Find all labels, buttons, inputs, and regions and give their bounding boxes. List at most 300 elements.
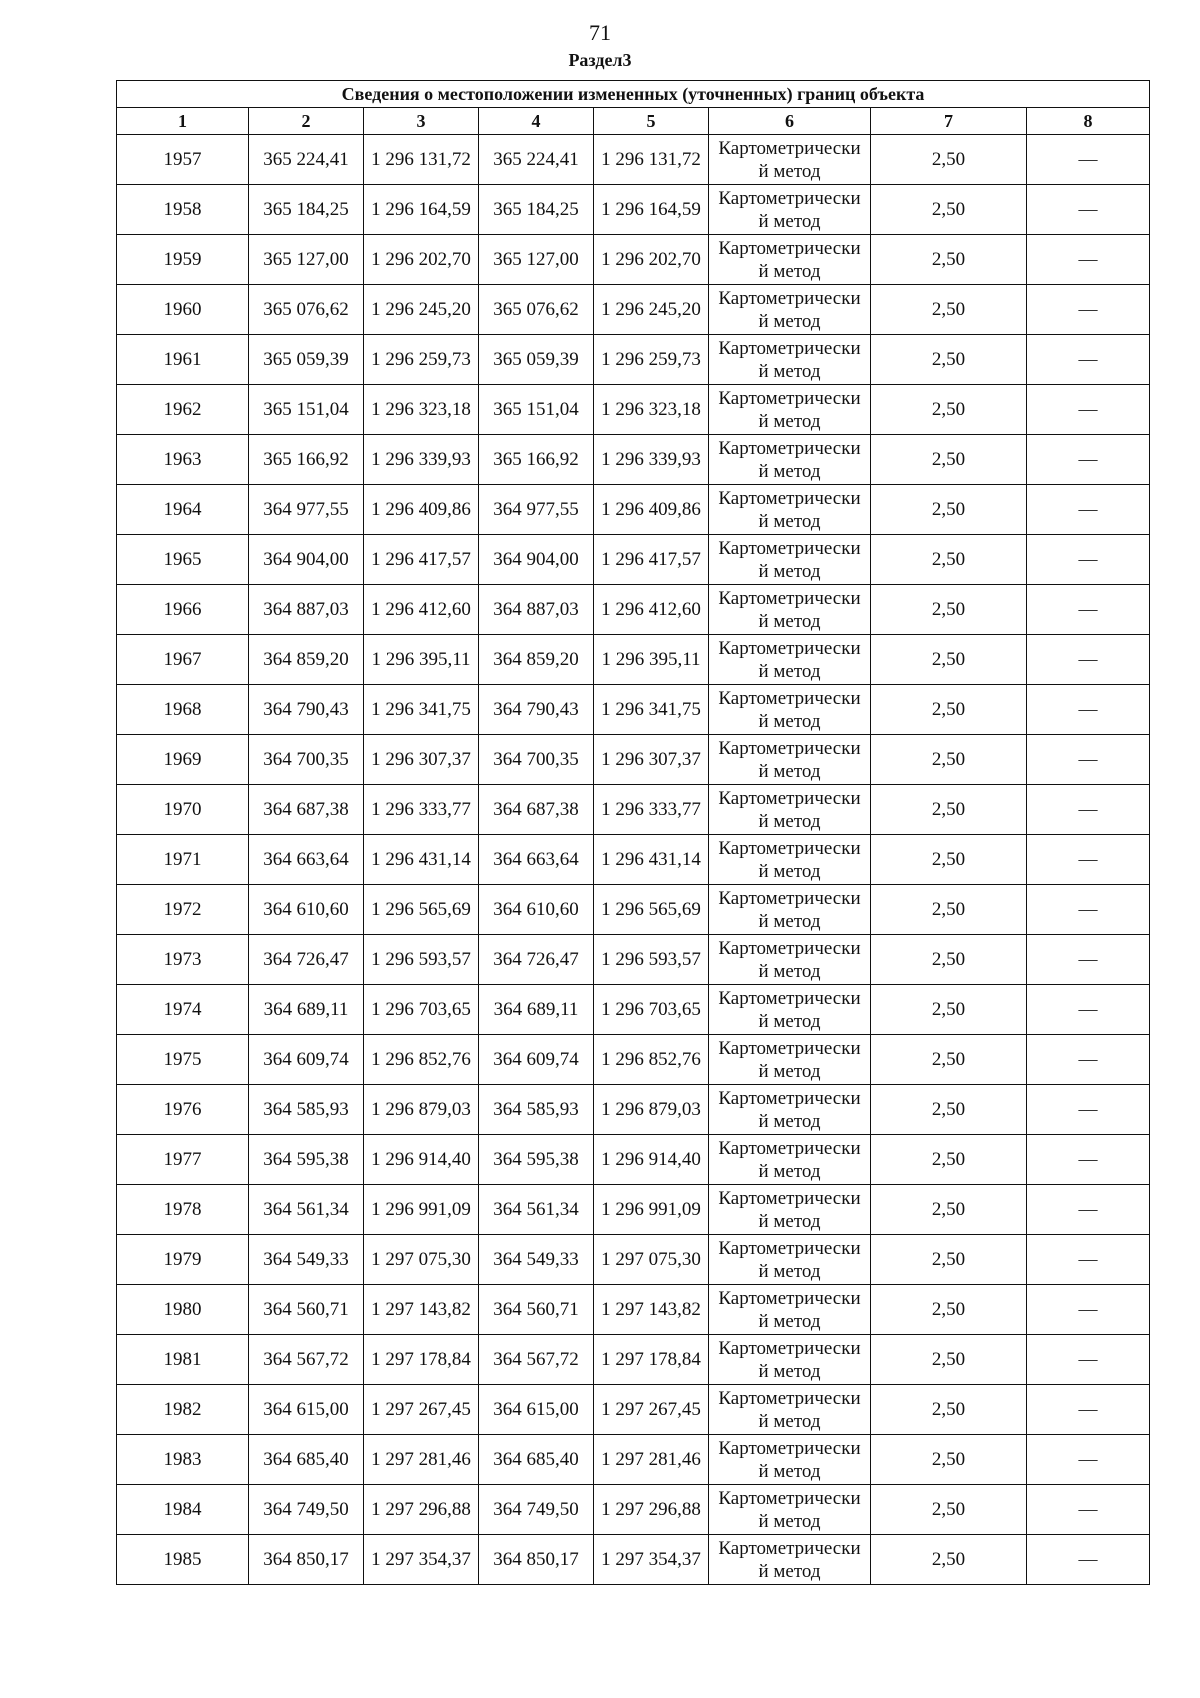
method-line-1: Картометрически	[718, 237, 861, 259]
new-x-cell: 364 595,38	[479, 1135, 594, 1185]
method-line-2: й метод	[758, 210, 821, 232]
new-x-cell: 364 904,00	[479, 535, 594, 585]
table-row	[117, 135, 1150, 185]
existing-y-cell: 1 296 202,70	[364, 235, 479, 285]
new-y-cell: 1 296 245,20	[594, 285, 709, 335]
table-row	[117, 785, 1150, 835]
table-row	[117, 1085, 1150, 1135]
method-line-1: Картометрически	[718, 987, 861, 1009]
method-line-1: Картометрически	[718, 187, 861, 209]
new-y-cell: 1 297 178,84	[594, 1335, 709, 1385]
accuracy-cell: 2,50	[871, 635, 1027, 685]
method-line-2: й метод	[758, 960, 821, 982]
point-number-cell: 1968	[117, 685, 249, 735]
existing-y-cell: 1 296 164,59	[364, 185, 479, 235]
new-y-cell: 1 296 395,11	[594, 635, 709, 685]
method-cell	[709, 285, 871, 335]
method-line-1: Картометрически	[718, 737, 861, 759]
accuracy-cell: 2,50	[871, 1435, 1027, 1485]
existing-x-cell: 365 184,25	[249, 185, 364, 235]
table-row	[117, 935, 1150, 985]
new-x-cell: 364 726,47	[479, 935, 594, 985]
existing-x-cell: 364 904,00	[249, 535, 364, 585]
accuracy-cell: 2,50	[871, 835, 1027, 885]
note-cell: —	[1027, 685, 1150, 735]
point-number-cell: 1974	[117, 985, 249, 1035]
table-row	[117, 335, 1150, 385]
new-x-cell: 364 859,20	[479, 635, 594, 685]
table-row	[117, 235, 1150, 285]
method-line-1: Картометрически	[718, 1137, 861, 1159]
method-line-2: й метод	[758, 1060, 821, 1082]
existing-y-cell: 1 296 339,93	[364, 435, 479, 485]
note-cell: —	[1027, 235, 1150, 285]
existing-x-cell: 364 850,17	[249, 1535, 364, 1585]
method-line-2: й метод	[758, 610, 821, 632]
new-y-cell: 1 296 339,93	[594, 435, 709, 485]
new-x-cell: 364 560,71	[479, 1285, 594, 1335]
table-row	[117, 285, 1150, 335]
existing-y-cell: 1 297 178,84	[364, 1335, 479, 1385]
new-x-cell: 365 166,92	[479, 435, 594, 485]
new-y-cell: 1 296 565,69	[594, 885, 709, 935]
method-line-1: Картометрически	[718, 387, 861, 409]
point-number-cell: 1969	[117, 735, 249, 785]
note-cell: —	[1027, 335, 1150, 385]
new-x-cell: 364 585,93	[479, 1085, 594, 1135]
accuracy-cell: 2,50	[871, 985, 1027, 1035]
new-y-cell: 1 296 703,65	[594, 985, 709, 1035]
existing-y-cell: 1 296 914,40	[364, 1135, 479, 1185]
method-cell	[709, 785, 871, 835]
page-number: 71	[589, 20, 611, 45]
new-x-cell: 364 850,17	[479, 1535, 594, 1585]
method-cell	[709, 985, 871, 1035]
existing-y-cell: 1 296 593,57	[364, 935, 479, 985]
table-row	[117, 1435, 1150, 1485]
existing-y-cell: 1 297 075,30	[364, 1235, 479, 1285]
method-line-2: й метод	[758, 160, 821, 182]
existing-y-cell: 1 296 259,73	[364, 335, 479, 385]
method-line-2: й метод	[758, 1310, 821, 1332]
new-x-cell: 365 059,39	[479, 335, 594, 385]
method-line-1: Картометрически	[718, 587, 861, 609]
method-line-1: Картометрически	[718, 1537, 861, 1559]
method-cell	[709, 1185, 871, 1235]
method-line-2: й метод	[758, 1360, 821, 1382]
note-cell: —	[1027, 985, 1150, 1035]
existing-y-cell: 1 296 131,72	[364, 135, 479, 185]
point-number-cell: 1957	[117, 135, 249, 185]
existing-x-cell: 364 685,40	[249, 1435, 364, 1485]
note-cell: —	[1027, 1385, 1150, 1435]
note-cell: —	[1027, 1535, 1150, 1585]
accuracy-cell: 2,50	[871, 1235, 1027, 1285]
existing-y-cell: 1 297 143,82	[364, 1285, 479, 1335]
point-number-cell: 1977	[117, 1135, 249, 1185]
new-y-cell: 1 296 131,72	[594, 135, 709, 185]
note-cell: —	[1027, 1085, 1150, 1135]
existing-x-cell: 364 567,72	[249, 1335, 364, 1385]
method-cell	[709, 135, 871, 185]
point-number-cell: 1973	[117, 935, 249, 985]
new-x-cell: 364 610,60	[479, 885, 594, 935]
accuracy-cell: 2,50	[871, 285, 1027, 335]
existing-y-cell: 1 296 307,37	[364, 735, 479, 785]
method-cell	[709, 1435, 871, 1485]
method-line-2: й метод	[758, 260, 821, 282]
table-row	[117, 1535, 1150, 1585]
method-line-1: Картометрически	[718, 1237, 861, 1259]
note-cell: —	[1027, 735, 1150, 785]
existing-x-cell: 364 749,50	[249, 1485, 364, 1535]
point-number-cell: 1981	[117, 1335, 249, 1385]
new-x-cell: 365 076,62	[479, 285, 594, 335]
existing-y-cell: 1 296 565,69	[364, 885, 479, 935]
new-y-cell: 1 297 281,46	[594, 1435, 709, 1485]
existing-y-cell: 1 296 879,03	[364, 1085, 479, 1135]
method-line-2: й метод	[758, 660, 821, 682]
accuracy-cell: 2,50	[871, 935, 1027, 985]
method-cell	[709, 1235, 871, 1285]
method-line-1: Картометрически	[718, 1387, 861, 1409]
point-number-cell: 1963	[117, 435, 249, 485]
existing-x-cell: 364 887,03	[249, 585, 364, 635]
point-number-cell: 1970	[117, 785, 249, 835]
table-body	[117, 135, 1150, 1585]
method-line-1: Картометрически	[718, 1337, 861, 1359]
method-cell	[709, 685, 871, 735]
method-cell	[709, 1035, 871, 1085]
existing-x-cell: 365 224,41	[249, 135, 364, 185]
existing-x-cell: 364 687,38	[249, 785, 364, 835]
existing-x-cell: 364 610,60	[249, 885, 364, 935]
existing-x-cell: 364 790,43	[249, 685, 364, 735]
new-x-cell: 364 685,40	[479, 1435, 594, 1485]
new-y-cell: 1 296 202,70	[594, 235, 709, 285]
existing-y-cell: 1 296 852,76	[364, 1035, 479, 1085]
new-x-cell: 364 790,43	[479, 685, 594, 735]
point-number-cell: 1979	[117, 1235, 249, 1285]
method-line-2: й метод	[758, 860, 821, 882]
note-cell: —	[1027, 585, 1150, 635]
new-x-cell: 364 549,33	[479, 1235, 594, 1285]
accuracy-cell: 2,50	[871, 1385, 1027, 1435]
method-line-1: Картометрически	[718, 1187, 861, 1209]
existing-y-cell: 1 297 354,37	[364, 1535, 479, 1585]
new-y-cell: 1 297 354,37	[594, 1535, 709, 1585]
method-line-2: й метод	[758, 560, 821, 582]
new-y-cell: 1 296 409,86	[594, 485, 709, 535]
method-cell	[709, 585, 871, 635]
method-line-2: й метод	[758, 510, 821, 532]
note-cell: —	[1027, 1185, 1150, 1235]
accuracy-cell: 2,50	[871, 535, 1027, 585]
column-number-1: 1	[117, 108, 249, 135]
point-number-cell: 1958	[117, 185, 249, 235]
new-y-cell: 1 296 164,59	[594, 185, 709, 235]
existing-x-cell: 364 689,11	[249, 985, 364, 1035]
accuracy-cell: 2,50	[871, 185, 1027, 235]
accuracy-cell: 2,50	[871, 1185, 1027, 1235]
accuracy-cell: 2,50	[871, 485, 1027, 535]
point-number-cell: 1972	[117, 885, 249, 935]
accuracy-cell: 2,50	[871, 1135, 1027, 1185]
note-cell: —	[1027, 1335, 1150, 1385]
method-cell	[709, 1385, 871, 1435]
table-row	[117, 735, 1150, 785]
existing-y-cell: 1 296 395,11	[364, 635, 479, 685]
method-line-2: й метод	[758, 1260, 821, 1282]
existing-y-cell: 1 296 412,60	[364, 585, 479, 635]
table-caption: Сведения о местоположении измененных (уточненных) границ объекта	[117, 81, 1150, 108]
method-line-2: й метод	[758, 910, 821, 932]
method-line-2: й метод	[758, 360, 821, 382]
new-x-cell: 364 700,35	[479, 735, 594, 785]
table-row	[117, 1235, 1150, 1285]
accuracy-cell: 2,50	[871, 335, 1027, 385]
method-cell	[709, 935, 871, 985]
method-line-1: Картометрически	[718, 137, 861, 159]
point-number-cell: 1961	[117, 335, 249, 385]
accuracy-cell: 2,50	[871, 1035, 1027, 1085]
new-y-cell: 1 296 431,14	[594, 835, 709, 885]
point-number-cell: 1983	[117, 1435, 249, 1485]
method-line-2: й метод	[758, 760, 821, 782]
note-cell: —	[1027, 885, 1150, 935]
note-cell: —	[1027, 1435, 1150, 1485]
new-y-cell: 1 296 412,60	[594, 585, 709, 635]
accuracy-cell: 2,50	[871, 135, 1027, 185]
table-row	[117, 485, 1150, 535]
existing-x-cell: 364 615,00	[249, 1385, 364, 1435]
new-y-cell: 1 296 991,09	[594, 1185, 709, 1235]
new-y-cell: 1 296 417,57	[594, 535, 709, 585]
column-number-6: 6	[709, 108, 871, 135]
new-x-cell: 364 609,74	[479, 1035, 594, 1085]
existing-x-cell: 364 560,71	[249, 1285, 364, 1335]
table-row	[117, 1485, 1150, 1535]
method-cell	[709, 435, 871, 485]
method-line-1: Картометрически	[718, 337, 861, 359]
method-cell	[709, 335, 871, 385]
column-number-3: 3	[364, 108, 479, 135]
column-number-2: 2	[249, 108, 364, 135]
table-row	[117, 985, 1150, 1035]
new-y-cell: 1 296 333,77	[594, 785, 709, 835]
existing-y-cell: 1 296 417,57	[364, 535, 479, 585]
existing-x-cell: 364 585,93	[249, 1085, 364, 1135]
point-number-cell: 1982	[117, 1385, 249, 1435]
existing-x-cell: 365 127,00	[249, 235, 364, 285]
method-line-1: Картометрически	[718, 937, 861, 959]
new-y-cell: 1 296 323,18	[594, 385, 709, 435]
accuracy-cell: 2,50	[871, 685, 1027, 735]
existing-x-cell: 364 663,64	[249, 835, 364, 885]
table-row	[117, 635, 1150, 685]
note-cell: —	[1027, 285, 1150, 335]
method-line-1: Картометрически	[718, 687, 861, 709]
existing-x-cell: 364 977,55	[249, 485, 364, 535]
method-cell	[709, 485, 871, 535]
existing-x-cell: 364 700,35	[249, 735, 364, 785]
method-cell	[709, 535, 871, 585]
method-line-2: й метод	[758, 1210, 821, 1232]
point-number-cell: 1976	[117, 1085, 249, 1135]
new-x-cell: 364 663,64	[479, 835, 594, 885]
note-cell: —	[1027, 835, 1150, 885]
table-row	[117, 835, 1150, 885]
new-x-cell: 364 749,50	[479, 1485, 594, 1535]
method-cell	[709, 885, 871, 935]
new-y-cell: 1 297 075,30	[594, 1235, 709, 1285]
point-number-cell: 1959	[117, 235, 249, 285]
existing-x-cell: 365 166,92	[249, 435, 364, 485]
note-cell: —	[1027, 185, 1150, 235]
method-line-1: Картометрически	[718, 1437, 861, 1459]
method-cell	[709, 835, 871, 885]
existing-y-cell: 1 296 409,86	[364, 485, 479, 535]
existing-x-cell: 364 609,74	[249, 1035, 364, 1085]
existing-y-cell: 1 296 333,77	[364, 785, 479, 835]
method-cell	[709, 385, 871, 435]
table-row	[117, 1385, 1150, 1435]
note-cell: —	[1027, 385, 1150, 435]
method-line-1: Картометрически	[718, 537, 861, 559]
method-cell	[709, 1285, 871, 1335]
new-y-cell: 1 296 259,73	[594, 335, 709, 385]
method-line-1: Картометрически	[718, 287, 861, 309]
existing-x-cell: 365 059,39	[249, 335, 364, 385]
method-cell	[709, 1485, 871, 1535]
accuracy-cell: 2,50	[871, 385, 1027, 435]
method-cell	[709, 235, 871, 285]
new-x-cell: 364 561,34	[479, 1185, 594, 1235]
accuracy-cell: 2,50	[871, 1485, 1027, 1535]
accuracy-cell: 2,50	[871, 1285, 1027, 1335]
table-row	[117, 185, 1150, 235]
point-number-cell: 1962	[117, 385, 249, 435]
new-x-cell: 364 567,72	[479, 1335, 594, 1385]
point-number-cell: 1980	[117, 1285, 249, 1335]
method-line-2: й метод	[758, 1110, 821, 1132]
note-cell: —	[1027, 785, 1150, 835]
note-cell: —	[1027, 135, 1150, 185]
method-line-1: Картометрически	[718, 1287, 861, 1309]
method-cell	[709, 1335, 871, 1385]
new-x-cell: 365 184,25	[479, 185, 594, 235]
accuracy-cell: 2,50	[871, 435, 1027, 485]
new-x-cell: 364 687,38	[479, 785, 594, 835]
method-line-2: й метод	[758, 810, 821, 832]
column-number-4: 4	[479, 108, 594, 135]
point-number-cell: 1978	[117, 1185, 249, 1235]
accuracy-cell: 2,50	[871, 1535, 1027, 1585]
existing-y-cell: 1 296 341,75	[364, 685, 479, 735]
note-cell: —	[1027, 935, 1150, 985]
note-cell: —	[1027, 435, 1150, 485]
method-cell	[709, 1135, 871, 1185]
existing-y-cell: 1 296 245,20	[364, 285, 479, 335]
new-y-cell: 1 296 852,76	[594, 1035, 709, 1085]
accuracy-cell: 2,50	[871, 785, 1027, 835]
accuracy-cell: 2,50	[871, 1335, 1027, 1385]
method-line-1: Картометрически	[718, 437, 861, 459]
point-number-cell: 1985	[117, 1535, 249, 1585]
new-x-cell: 364 615,00	[479, 1385, 594, 1435]
existing-x-cell: 364 726,47	[249, 935, 364, 985]
new-y-cell: 1 297 267,45	[594, 1385, 709, 1435]
method-line-1: Картометрически	[718, 887, 861, 909]
boundary-coordinates-table	[116, 80, 1150, 1585]
table-row	[117, 1135, 1150, 1185]
method-line-2: й метод	[758, 310, 821, 332]
method-line-2: й метод	[758, 1010, 821, 1032]
existing-y-cell: 1 297 281,46	[364, 1435, 479, 1485]
method-line-2: й метод	[758, 1560, 821, 1582]
note-cell: —	[1027, 1285, 1150, 1335]
table-row	[117, 385, 1150, 435]
table-row	[117, 1035, 1150, 1085]
method-line-2: й метод	[758, 410, 821, 432]
existing-x-cell: 365 076,62	[249, 285, 364, 335]
point-number-cell: 1975	[117, 1035, 249, 1085]
column-number-5: 5	[594, 108, 709, 135]
method-line-2: й метод	[758, 460, 821, 482]
method-cell	[709, 1535, 871, 1585]
table-row	[117, 1285, 1150, 1335]
existing-y-cell: 1 296 431,14	[364, 835, 479, 885]
table-row	[117, 685, 1150, 735]
new-x-cell: 364 977,55	[479, 485, 594, 535]
existing-x-cell: 364 561,34	[249, 1185, 364, 1235]
existing-x-cell: 365 151,04	[249, 385, 364, 435]
method-line-2: й метод	[758, 1510, 821, 1532]
new-x-cell: 365 151,04	[479, 385, 594, 435]
table-caption-row	[117, 81, 1150, 108]
new-y-cell: 1 296 341,75	[594, 685, 709, 735]
accuracy-cell: 2,50	[871, 235, 1027, 285]
existing-y-cell: 1 296 703,65	[364, 985, 479, 1035]
point-number-cell: 1967	[117, 635, 249, 685]
note-cell: —	[1027, 1235, 1150, 1285]
method-cell	[709, 1085, 871, 1135]
method-line-2: й метод	[758, 1410, 821, 1432]
accuracy-cell: 2,50	[871, 1085, 1027, 1135]
point-number-cell: 1960	[117, 285, 249, 335]
point-number-cell: 1964	[117, 485, 249, 535]
method-line-1: Картометрически	[718, 487, 861, 509]
method-line-1: Картометрически	[718, 837, 861, 859]
table-row	[117, 585, 1150, 635]
point-number-cell: 1966	[117, 585, 249, 635]
new-y-cell: 1 296 914,40	[594, 1135, 709, 1185]
point-number-cell: 1971	[117, 835, 249, 885]
method-line-2: й метод	[758, 1460, 821, 1482]
existing-y-cell: 1 296 323,18	[364, 385, 479, 435]
method-line-1: Картометрически	[718, 1487, 861, 1509]
method-cell	[709, 735, 871, 785]
table-row	[117, 435, 1150, 485]
method-line-1: Картометрически	[718, 1037, 861, 1059]
table-row	[117, 1335, 1150, 1385]
note-cell: —	[1027, 535, 1150, 585]
new-x-cell: 364 887,03	[479, 585, 594, 635]
new-y-cell: 1 296 307,37	[594, 735, 709, 785]
method-line-2: й метод	[758, 710, 821, 732]
existing-y-cell: 1 296 991,09	[364, 1185, 479, 1235]
existing-x-cell: 364 859,20	[249, 635, 364, 685]
